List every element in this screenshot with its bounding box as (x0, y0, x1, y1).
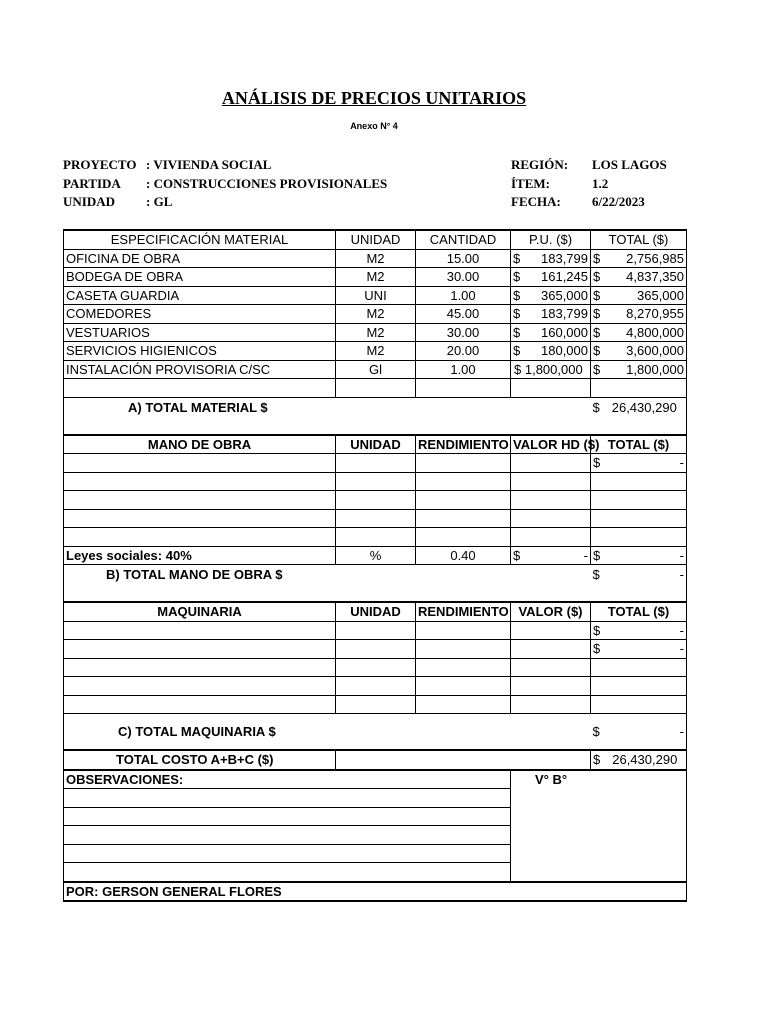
region-value: LOS LAGOS (592, 157, 667, 172)
material-pu-value: 161,245 (541, 269, 588, 285)
table-row (64, 286, 687, 305)
proyecto-value: : VIVIENDA SOCIAL (146, 157, 272, 172)
materials-total-label: A) TOTAL MATERIAL $ (64, 397, 591, 435)
material-total (591, 305, 687, 324)
table-row (64, 305, 687, 324)
currency-sign: $ (593, 324, 601, 340)
currency-sign: $ (513, 343, 521, 359)
material-desc: VESTUARIOS (64, 323, 336, 342)
labor-col-value: VALOR HD ($) (511, 435, 591, 454)
material-total (591, 249, 687, 268)
table-row (64, 621, 687, 640)
table-row (64, 695, 687, 714)
table-row (64, 379, 687, 398)
fecha-value: 6/22/2023 (592, 194, 645, 209)
machinery-total-amount: - (679, 724, 684, 739)
grand-total-amount: 26,430,290 (612, 752, 678, 768)
currency-sign: $ (593, 343, 601, 359)
material-desc: BODEGA DE OBRA (64, 268, 336, 287)
material-total-value: 365,000 (637, 287, 684, 303)
grand-total-label: TOTAL COSTO A+B+C ($) (64, 750, 336, 770)
table-row (64, 491, 687, 510)
machinery-col-unit: UNIDAD (336, 602, 416, 621)
machinery-row-total-value: - (679, 641, 684, 657)
material-unit: M2 (336, 305, 416, 324)
material-total-value: 1,800,000 (626, 361, 684, 377)
leyes-sociales-qty: 0.40 (416, 546, 511, 565)
table-row (64, 640, 687, 659)
unidad-label: UNIDAD (63, 194, 115, 209)
currency-sign: $ (593, 361, 601, 377)
material-total-value: 4,800,000 (626, 324, 684, 340)
material-pu (511, 360, 591, 379)
material-qty: 15.00 (416, 249, 511, 268)
leyes-sociales-row (64, 546, 687, 565)
materials-total-amount: 26,430,290 (611, 399, 677, 415)
currency-sign: $ (593, 250, 601, 266)
materials-col-pu: P.U. ($) (511, 230, 591, 249)
currency-sign: $ (513, 250, 521, 266)
table-row (64, 360, 687, 379)
currency-sign: $ (593, 547, 601, 563)
machinery-col-value: VALOR ($) (511, 602, 591, 621)
labor-total-label: B) TOTAL MANO DE OBRA $ (64, 565, 591, 603)
leyes-sociales-unit: % (336, 546, 416, 565)
price-analysis-table (63, 229, 687, 902)
material-total (591, 342, 687, 361)
material-pu-value: 183,799 (541, 250, 588, 266)
approval-label: V° B° (535, 771, 568, 787)
machinery-total-value (591, 714, 687, 751)
table-row (64, 268, 687, 287)
item-label: ÍTEM: (511, 176, 550, 191)
currency-sign: $ (513, 306, 521, 322)
materials-total-value (591, 397, 687, 435)
material-pu (511, 323, 591, 342)
labor-col-yield: RENDIMIENTO (416, 435, 511, 454)
currency-sign: $ (514, 361, 522, 377)
table-row (64, 509, 687, 528)
currency-sign: $ (593, 269, 601, 285)
material-unit: UNI (336, 286, 416, 305)
table-row (64, 677, 687, 696)
partida-label: PARTIDA (63, 176, 121, 191)
material-desc: COMEDORES (64, 305, 336, 324)
currency-sign: $ (513, 269, 521, 285)
labor-header-row (64, 435, 687, 454)
material-total-value: 2,756,985 (626, 250, 684, 266)
currency-sign: $ (593, 641, 601, 657)
material-desc: OFICINA DE OBRA (64, 249, 336, 268)
machinery-col-desc: MAQUINARIA (64, 602, 336, 621)
materials-col-total: TOTAL ($) (591, 230, 687, 249)
item-value: 1.2 (592, 176, 609, 191)
material-total (591, 268, 687, 287)
signature-row (64, 882, 687, 902)
currency-sign: $ (513, 547, 521, 563)
machinery-row-total (591, 621, 687, 640)
material-unit: M2 (336, 323, 416, 342)
approval-box (511, 770, 687, 882)
currency-sign: $ (592, 567, 600, 582)
materials-col-desc: ESPECIFICACIÓN MATERIAL (64, 230, 336, 249)
material-pu (511, 268, 591, 287)
labor-col-unit: UNIDAD (336, 435, 416, 454)
table-row (64, 528, 687, 547)
partida-value: : CONSTRUCCIONES PROVISIONALES (146, 176, 388, 191)
machinery-row-total (591, 640, 687, 659)
machinery-col-total: TOTAL ($) (591, 602, 687, 621)
material-total (591, 286, 687, 305)
material-pu (511, 342, 591, 361)
materials-header-row (64, 230, 687, 249)
machinery-col-yield: RENDIMIENTO (416, 602, 511, 621)
leyes-sociales-value-amount: - (583, 547, 588, 563)
labor-total-row (64, 565, 687, 603)
currency-sign: $ (513, 287, 521, 303)
material-total (591, 360, 687, 379)
material-pu-value: 365,000 (541, 287, 588, 303)
annex-number: Anexo N° 4 (350, 121, 398, 131)
material-total-value: 4,837,350 (626, 269, 684, 285)
table-row (64, 323, 687, 342)
currency-sign: $ (593, 752, 601, 768)
material-unit: M2 (336, 249, 416, 268)
currency-sign: $ (513, 324, 521, 340)
table-row (64, 342, 687, 361)
material-total (591, 323, 687, 342)
material-unit: M2 (336, 342, 416, 361)
material-pu-value: 183,799 (541, 306, 588, 322)
leyes-sociales-value (511, 546, 591, 565)
table-row (64, 658, 687, 677)
machinery-total-row (64, 714, 687, 751)
region-label: REGIÓN: (511, 157, 569, 172)
grand-total-value (591, 750, 687, 770)
currency-sign: $ (593, 287, 601, 303)
material-pu (511, 249, 591, 268)
material-pu-value: 1,800,000 (524, 361, 583, 377)
table-row (64, 454, 687, 473)
observations-header-row (64, 770, 687, 789)
material-unit: M2 (336, 268, 416, 287)
labor-col-total: TOTAL ($) (591, 435, 687, 454)
materials-col-unit: UNIDAD (336, 230, 416, 249)
labor-row-total (591, 454, 687, 473)
proyecto-label: PROYECTO (63, 157, 137, 172)
currency-sign: $ (593, 622, 601, 638)
material-total-value: 8,270,955 (626, 306, 684, 322)
materials-total-row (64, 397, 687, 435)
unidad-value: : GL (146, 194, 173, 209)
materials-col-qty: CANTIDAD (416, 230, 511, 249)
material-pu-value: 180,000 (541, 343, 588, 359)
material-pu (511, 286, 591, 305)
material-desc: INSTALACIÓN PROVISORIA C/SC (64, 360, 336, 379)
material-qty: 30.00 (416, 323, 511, 342)
leyes-sociales-total (591, 546, 687, 565)
labor-col-desc: MANO DE OBRA (64, 435, 336, 454)
material-qty: 1.00 (416, 360, 511, 379)
labor-total-value (591, 565, 687, 603)
observations-label: OBSERVACIONES: (64, 770, 511, 789)
currency-sign: $ (592, 399, 600, 415)
leyes-sociales-label: Leyes sociales: 40% (64, 546, 336, 565)
grand-total-row (64, 750, 687, 770)
material-pu-value: 160,000 (541, 324, 588, 340)
material-desc: CASETA GUARDIA (64, 286, 336, 305)
material-desc: SERVICIOS HIGIENICOS (64, 342, 336, 361)
currency-sign: $ (593, 455, 601, 471)
signed-by: POR: GERSON GENERAL FLORES (64, 882, 687, 902)
table-row (64, 249, 687, 268)
currency-sign: $ (592, 724, 600, 739)
material-unit: Gl (336, 360, 416, 379)
material-pu (511, 305, 591, 324)
fecha-label: FECHA: (511, 194, 561, 209)
labor-row-total-value: - (679, 455, 684, 471)
leyes-sociales-total-amount: - (679, 547, 684, 563)
material-qty: 30.00 (416, 268, 511, 287)
machinery-row-total-value: - (679, 622, 684, 638)
table-row (64, 472, 687, 491)
material-qty: 1.00 (416, 286, 511, 305)
labor-total-amount: - (679, 567, 684, 582)
currency-sign: $ (593, 306, 601, 322)
machinery-total-label: C) TOTAL MAQUINARIA $ (64, 714, 591, 751)
material-total-value: 3,600,000 (626, 343, 684, 359)
material-qty: 45.00 (416, 305, 511, 324)
material-qty: 20.00 (416, 342, 511, 361)
machinery-header-row (64, 602, 687, 621)
page-title: ANÁLISIS DE PRECIOS UNITARIOS (221, 88, 527, 108)
